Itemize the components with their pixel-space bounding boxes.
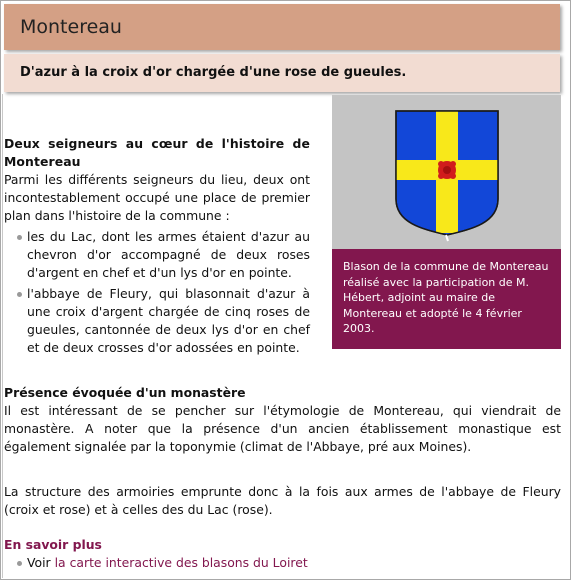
coat-of-arms-caption — [332, 249, 561, 349]
bullet-icon — [17, 292, 22, 297]
section-seigneurs — [4, 135, 310, 360]
motto-bar — [4, 54, 560, 92]
section-monastere — [4, 384, 561, 456]
list-item: les du Lac, dont les armes étaient d'azur au chevron d'or accompagné de deux roses d'argent en chef et d'un lys d'or en pointe. — [4, 228, 310, 282]
coat-of-arms-panel — [332, 95, 561, 249]
paragraph: Il est intéressant de se pencher sur l'étymologie de Montereau, qui viendrait de monastère. A noter que la présence d'un ancien établissement monastique est également signalée par la toponymie (climat de l'Abbaye, pré aux Moines). — [4, 403, 561, 454]
list-item: l'abbaye de Fleury, qui blasonnait d'azur à une croix d'argent chargée de cinq roses de gueules, cantonnée de deux lys d'or en chef et de deux crosses d'or adossées en pointe. — [4, 285, 310, 357]
paragraph: La structure des armoiries emprunte donc à la fois aux armes de l'abbaye de Fleury (croix et rose) et à celles des du Lac (rose). — [4, 484, 561, 517]
section-more — [4, 536, 561, 575]
page-title: Montereau — [20, 16, 122, 38]
blasons-map-link[interactable]: la carte interactive des blasons du Loiret — [54, 555, 308, 570]
coat-of-arms-image — [332, 95, 561, 249]
blazon-description: D'azur à la croix d'or chargée d'une rose de gueules. — [20, 65, 407, 80]
left-border — [2, 94, 3, 578]
title-bar — [4, 4, 560, 50]
list-item — [4, 554, 561, 572]
bullet-icon — [17, 561, 22, 566]
caption-text: Blason de la commune de Montereau réalisé avec la participation de M. Hébert, adjoint au maire de Montereau et adopté le 4 février 2003. — [343, 260, 549, 335]
more-heading: En savoir plus — [4, 537, 102, 552]
rose-icon — [438, 161, 456, 179]
section-heading: Deux seigneurs au cœur de l'histoire de Montereau — [4, 136, 310, 169]
more-list — [4, 554, 561, 572]
link-prefix: Voir — [27, 555, 51, 570]
seigneurs-list — [4, 228, 310, 357]
bullet-icon — [17, 235, 22, 240]
paragraph: Parmi les différents seigneurs du lieu, deux ont incontestablement occupé une place de premier plan dans l'histoire de la commune : — [4, 172, 310, 223]
section-heading: Présence évoquée d'un monastère — [4, 385, 246, 400]
section-structure — [4, 483, 561, 519]
